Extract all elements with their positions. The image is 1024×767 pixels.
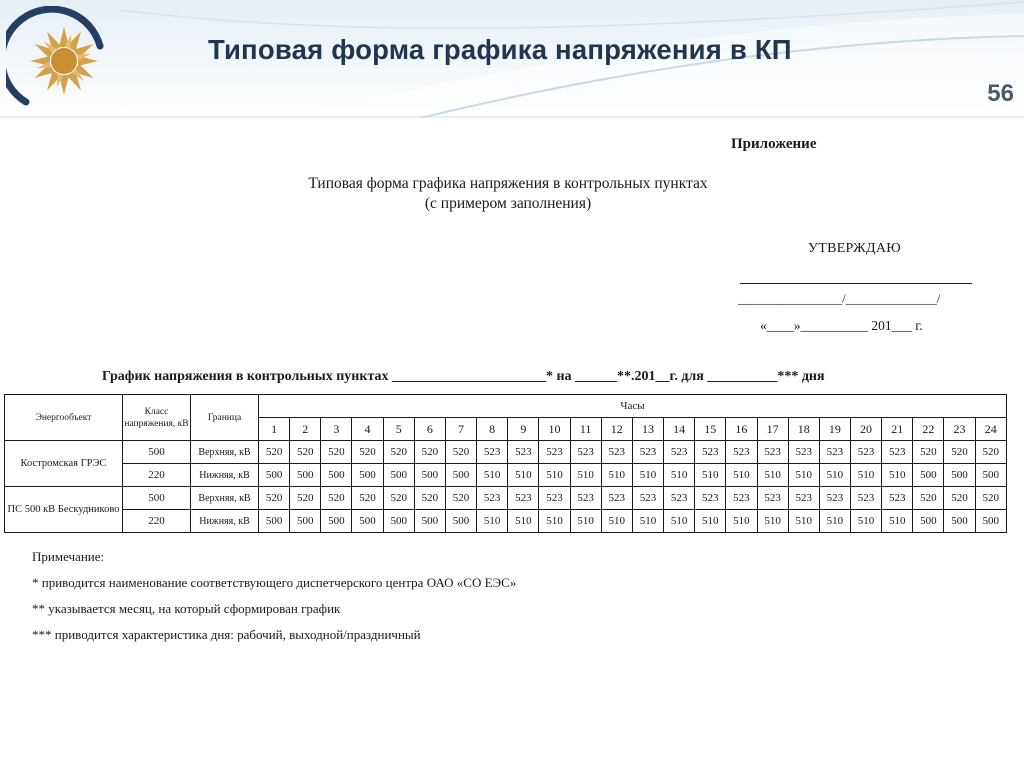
value-cell: 510 (788, 464, 819, 487)
slide-header (0, 0, 1024, 118)
form-title-line1: Типовая форма графика напряжения в контрольных пунктах (308, 175, 708, 192)
value-cell: 523 (570, 441, 601, 464)
hour-label: 2 (290, 418, 321, 441)
value-cell: 510 (601, 510, 632, 533)
value-cell: 523 (508, 487, 539, 510)
note-item: *** приводится характеристика дня: рабочий, выходной/праздничный (32, 627, 421, 642)
value-cell: 500 (414, 464, 445, 487)
value-cell: 500 (259, 464, 290, 487)
value-cell: 523 (757, 441, 788, 464)
hour-label: 4 (352, 418, 383, 441)
hour-label: 6 (414, 418, 445, 441)
value-cell: 523 (850, 487, 881, 510)
hour-label: 3 (321, 418, 352, 441)
value-cell: 520 (913, 441, 944, 464)
hour-label: 12 (601, 418, 632, 441)
value-cell: 510 (477, 510, 508, 533)
object-name: Костромская ГРЭС (5, 441, 123, 487)
value-cell: 510 (882, 510, 913, 533)
value-cell: 500 (445, 510, 476, 533)
table-header-row (5, 395, 1007, 418)
value-cell: 520 (321, 441, 352, 464)
value-cell: 523 (819, 441, 850, 464)
hour-label: 20 (850, 418, 881, 441)
hour-label: 23 (944, 418, 975, 441)
voltage-class-cell: 220 (123, 510, 191, 533)
hour-label: 14 (664, 418, 695, 441)
value-cell: 523 (664, 441, 695, 464)
value-cell: 500 (975, 510, 1006, 533)
value-cell: 520 (944, 441, 975, 464)
voltage-class-cell: 500 (123, 441, 191, 464)
value-cell: 523 (477, 487, 508, 510)
table-row (5, 510, 1007, 533)
header-boundary: Граница (191, 395, 259, 441)
value-cell: 510 (601, 464, 632, 487)
value-cell: 520 (445, 487, 476, 510)
value-cell: 523 (695, 487, 726, 510)
value-cell: 500 (290, 510, 321, 533)
voltage-class-cell: 500 (123, 487, 191, 510)
signature-row: ________________/______________/ (738, 291, 941, 306)
value-cell: 510 (819, 464, 850, 487)
value-cell: 520 (913, 487, 944, 510)
value-cell: 500 (321, 464, 352, 487)
note-item: ** указывается месяц, на который сформирован график (32, 601, 341, 616)
hour-label: 10 (539, 418, 570, 441)
value-cell: 523 (477, 441, 508, 464)
voltage-schedule-table (4, 394, 1007, 533)
value-cell: 510 (664, 510, 695, 533)
value-cell: 523 (508, 441, 539, 464)
value-cell: 523 (882, 487, 913, 510)
boundary-cell: Верхняя, кВ (191, 487, 259, 510)
value-cell: 523 (632, 487, 663, 510)
hour-label: 9 (508, 418, 539, 441)
value-cell: 510 (570, 464, 601, 487)
value-cell: 500 (259, 510, 290, 533)
value-cell: 510 (726, 464, 757, 487)
signature-line (740, 283, 972, 284)
object-name: ПС 500 кВ Бескудниково (5, 487, 123, 533)
value-cell: 520 (975, 441, 1006, 464)
value-cell: 520 (975, 487, 1006, 510)
hour-label: 21 (882, 418, 913, 441)
value-cell: 520 (352, 441, 383, 464)
table-row (5, 441, 1007, 464)
value-cell: 500 (352, 464, 383, 487)
value-cell: 520 (290, 441, 321, 464)
value-cell: 500 (445, 464, 476, 487)
value-cell: 510 (882, 464, 913, 487)
table-row (5, 487, 1007, 510)
hour-label: 5 (383, 418, 414, 441)
value-cell: 523 (788, 441, 819, 464)
hour-label: 22 (913, 418, 944, 441)
value-cell: 500 (321, 510, 352, 533)
value-cell: 510 (570, 510, 601, 533)
hour-label: 8 (477, 418, 508, 441)
hour-label: 15 (695, 418, 726, 441)
value-cell: 510 (539, 510, 570, 533)
value-cell: 500 (944, 510, 975, 533)
notes-title: Примечание: (32, 549, 105, 564)
slide-title: Типовая форма графика напряжения в КП (208, 34, 792, 65)
value-cell: 520 (383, 487, 414, 510)
value-cell: 520 (259, 441, 290, 464)
hour-label: 24 (975, 418, 1006, 441)
value-cell: 500 (975, 464, 1006, 487)
value-cell: 523 (601, 441, 632, 464)
value-cell: 523 (757, 487, 788, 510)
date-row: «____»__________ 201___ г. (760, 318, 923, 333)
value-cell: 523 (570, 487, 601, 510)
form-title-line2: (с примером заполнения) (424, 195, 592, 212)
value-cell: 520 (414, 487, 445, 510)
value-cell: 510 (757, 464, 788, 487)
table-row (5, 464, 1007, 487)
hour-label: 7 (445, 418, 476, 441)
value-cell: 500 (290, 464, 321, 487)
value-cell: 510 (850, 464, 881, 487)
value-cell: 520 (944, 487, 975, 510)
value-cell: 510 (726, 510, 757, 533)
value-cell: 500 (913, 464, 944, 487)
value-cell: 510 (632, 510, 663, 533)
value-cell: 510 (757, 510, 788, 533)
value-cell: 523 (850, 441, 881, 464)
value-cell: 523 (601, 487, 632, 510)
boundary-cell: Нижняя, кВ (191, 510, 259, 533)
appendix-label: Приложение (731, 136, 817, 152)
value-cell: 510 (664, 464, 695, 487)
form-title (248, 174, 768, 214)
value-cell: 520 (445, 441, 476, 464)
value-cell: 500 (383, 464, 414, 487)
value-cell: 523 (726, 487, 757, 510)
value-cell: 500 (383, 510, 414, 533)
value-cell: 510 (508, 510, 539, 533)
hour-label: 1 (259, 418, 290, 441)
value-cell: 523 (539, 487, 570, 510)
value-cell: 520 (414, 441, 445, 464)
value-cell: 523 (726, 441, 757, 464)
value-cell: 500 (913, 510, 944, 533)
hour-label: 16 (726, 418, 757, 441)
header-object: Энергообъект (5, 395, 123, 441)
value-cell: 510 (819, 510, 850, 533)
value-cell: 520 (290, 487, 321, 510)
value-cell: 523 (819, 487, 850, 510)
hour-label: 13 (632, 418, 663, 441)
note-item: * приводится наименование соответствующего диспетчерского центра ОАО «СО ЕЭС» (32, 575, 517, 590)
value-cell: 500 (944, 464, 975, 487)
value-cell: 510 (477, 464, 508, 487)
value-cell: 523 (539, 441, 570, 464)
value-cell: 523 (632, 441, 663, 464)
value-cell: 510 (695, 510, 726, 533)
value-cell: 523 (788, 487, 819, 510)
approve-label: УТВЕРЖДАЮ (808, 241, 901, 256)
boundary-cell: Нижняя, кВ (191, 464, 259, 487)
boundary-cell: Верхняя, кВ (191, 441, 259, 464)
page-number: 56 (987, 80, 1014, 107)
value-cell: 510 (850, 510, 881, 533)
hour-label: 17 (757, 418, 788, 441)
hour-label: 19 (819, 418, 850, 441)
value-cell: 520 (321, 487, 352, 510)
value-cell: 510 (508, 464, 539, 487)
value-cell: 520 (383, 441, 414, 464)
value-cell: 523 (664, 487, 695, 510)
value-cell: 523 (882, 441, 913, 464)
hour-label: 11 (570, 418, 601, 441)
header-voltage-class: Класс напряжения, кВ (123, 395, 191, 441)
header-hours: Часы (259, 395, 1007, 418)
value-cell: 500 (414, 510, 445, 533)
value-cell: 520 (352, 487, 383, 510)
value-cell: 523 (695, 441, 726, 464)
value-cell: 520 (259, 487, 290, 510)
value-cell: 500 (352, 510, 383, 533)
value-cell: 510 (539, 464, 570, 487)
value-cell: 510 (788, 510, 819, 533)
sun-logo-icon (6, 6, 112, 112)
voltage-class-cell: 220 (123, 464, 191, 487)
value-cell: 510 (695, 464, 726, 487)
hour-label: 18 (788, 418, 819, 441)
value-cell: 510 (632, 464, 663, 487)
schedule-heading: График напряжения в контрольных пунктах ______________________* на ______**.201__г. для __________*** дня (102, 369, 825, 384)
notes-block (32, 544, 516, 648)
